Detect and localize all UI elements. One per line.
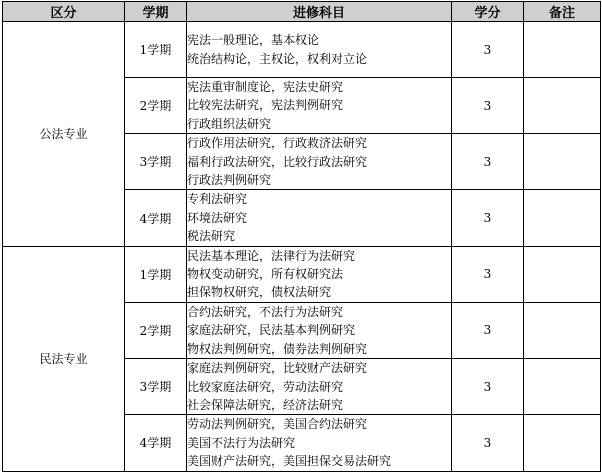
course-line: 家庭法判例研究，比较财产法研究 xyxy=(187,361,368,376)
table-row xyxy=(3,246,601,302)
header-row xyxy=(3,2,601,22)
course-line: 比较家庭法研究，劳动法研究 xyxy=(187,379,344,394)
term-cell: 3学期 xyxy=(125,359,187,415)
course-line: 家庭法研究，民法基本判例研究 xyxy=(187,323,356,338)
table-body xyxy=(3,22,601,472)
credit-cell: 3 xyxy=(452,134,524,190)
header-note: 备注 xyxy=(524,2,601,22)
area-cell: 民法专业 xyxy=(3,246,125,471)
header-area: 区分 xyxy=(3,2,125,22)
courses-cell xyxy=(187,78,452,134)
courses-cell xyxy=(187,22,452,78)
course-line: 担保物权研究，债权法研究 xyxy=(187,285,332,300)
term-cell: 2学期 xyxy=(125,302,187,358)
note-cell xyxy=(524,246,601,302)
term-cell: 1学期 xyxy=(125,22,187,78)
course-line: 民法基本理论，法律行为法研究 xyxy=(187,248,356,263)
credit-cell: 3 xyxy=(452,22,524,78)
table-row xyxy=(3,22,601,78)
course-line: 福利行政法研究，比较行政法研究 xyxy=(187,154,368,169)
course-line: 环境法研究 xyxy=(187,210,248,225)
course-line: 行政组织法研究 xyxy=(187,116,272,131)
credit-cell: 3 xyxy=(452,246,524,302)
credit-cell: 3 xyxy=(452,302,524,358)
term-cell: 4学期 xyxy=(125,190,187,246)
course-line: 社会保障法研究，经济法研究 xyxy=(187,397,344,412)
course-line: 行政法判例研究 xyxy=(187,173,272,188)
note-cell xyxy=(524,22,601,78)
term-cell: 1学期 xyxy=(125,246,187,302)
term-cell: 3学期 xyxy=(125,134,187,190)
credit-cell: 3 xyxy=(452,359,524,415)
courses-cell xyxy=(187,134,452,190)
course-line: 专利法研究 xyxy=(187,192,248,207)
header-credit: 学分 xyxy=(452,2,524,22)
note-cell xyxy=(524,302,601,358)
header-courses: 进修科目 xyxy=(187,2,452,22)
course-line: 统治结构论，主权论，权利对立论 xyxy=(187,51,368,66)
term-cell: 4学期 xyxy=(125,415,187,471)
credit-cell: 3 xyxy=(452,415,524,471)
courses-cell xyxy=(187,302,452,358)
courses-cell xyxy=(187,246,452,302)
courses-cell xyxy=(187,190,452,246)
course-line: 比较宪法研究，宪法判例研究 xyxy=(187,98,344,113)
note-cell xyxy=(524,78,601,134)
credit-cell: 3 xyxy=(452,190,524,246)
course-line: 税法研究 xyxy=(187,229,236,244)
note-cell xyxy=(524,190,601,246)
course-line: 物权变动研究，所有权研究法 xyxy=(187,267,344,282)
area-cell: 公法专业 xyxy=(3,22,125,247)
course-line: 物权法判例研究，债券法判例研究 xyxy=(187,341,368,356)
course-line: 美国不法行为法研究 xyxy=(187,435,296,450)
course-line: 合约法研究，不法行为法研究 xyxy=(187,304,344,319)
course-line: 美国财产法研究，美国担保交易法研究 xyxy=(187,454,392,469)
courses-cell xyxy=(187,359,452,415)
course-line: 宪法一般理论，基本权论 xyxy=(187,33,320,48)
course-line: 行政作用法研究，行政救济法研究 xyxy=(187,136,368,151)
course-line: 宪法重审制度论，宪法史研究 xyxy=(187,80,344,94)
header-term: 学期 xyxy=(125,2,187,22)
curriculum-table xyxy=(2,1,601,472)
term-cell: 2学期 xyxy=(125,78,187,134)
course-line: 劳动法判例研究，美国合约法研究 xyxy=(187,417,368,432)
note-cell xyxy=(524,134,601,190)
credit-cell: 3 xyxy=(452,78,524,134)
note-cell xyxy=(524,359,601,415)
